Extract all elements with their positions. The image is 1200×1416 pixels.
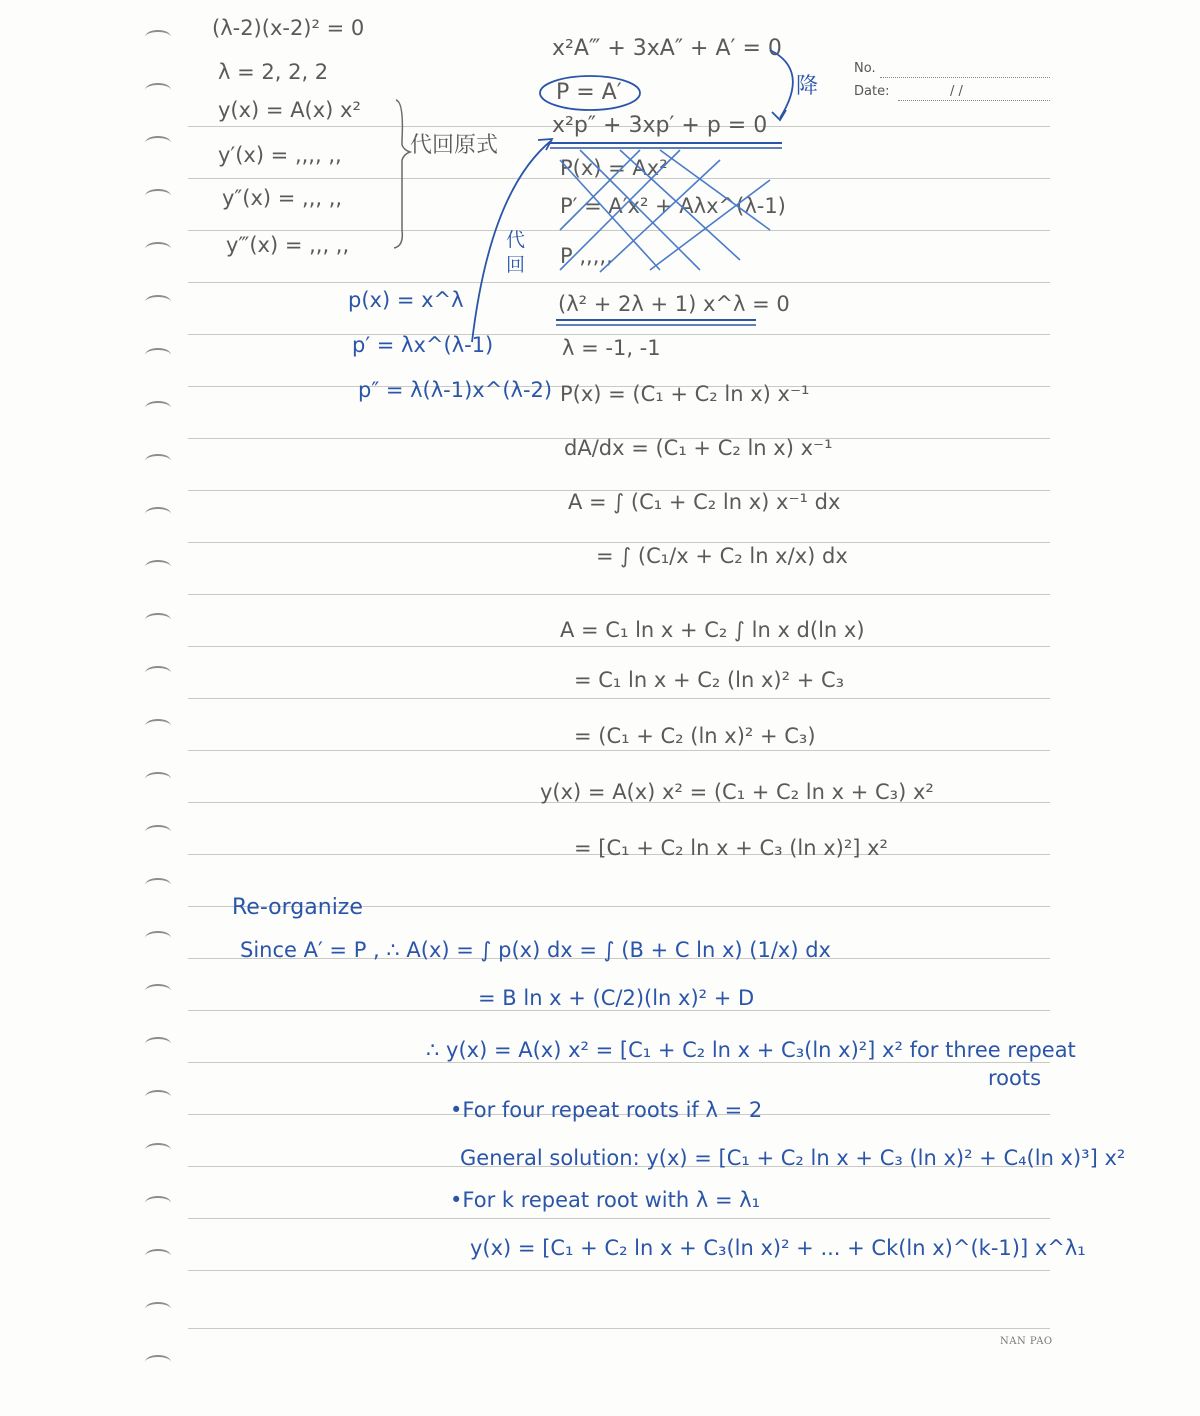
reorganize-line-3: ∴ y(x) = A(x) x² = [C₁ + C₂ ln x + C₃(ln x)²] x² for three repeat <box>426 1038 1076 1062</box>
trial-solution-y: y(x) = A(x) x² <box>218 98 361 122</box>
y-solution: y(x) = A(x) x² = (C₁ + C₂ ln x + C₃) x² <box>540 780 934 804</box>
A-integral: A = ∫ (C₁ + C₂ ln x) x⁻¹ dx <box>568 490 841 514</box>
A-result-3: = (C₁ + C₂ (ln x)² + C₃) <box>574 724 816 748</box>
reorganize-line-3-cont: roots <box>988 1066 1042 1090</box>
struck-line-3: P ,,,,, <box>560 244 613 268</box>
k-roots-note: •For k repeat root with λ = λ₁ <box>450 1188 761 1212</box>
dA-dx: dA/dx = (C₁ + C₂ ln x) x⁻¹ <box>564 436 833 460</box>
reorganize-line-1: Since A′ = P , ∴ A(x) = ∫ p(x) dx = ∫ (B + C ln x) (1/x) dx <box>240 938 831 962</box>
derivative-y2: y″(x) = ,,, ,, <box>222 186 343 210</box>
brand-mark: NAN PAO <box>1000 1336 1053 1347</box>
substitute-note: 代回原式 <box>410 133 499 158</box>
date-label: Date: <box>854 84 890 99</box>
trial-p: p(x) = x^λ <box>348 288 464 312</box>
A-result-1: A = C₁ ln x + C₂ ∫ ln x d(ln x) <box>560 618 865 642</box>
struck-line-1: P(x) = Ax² <box>560 156 668 180</box>
A-integral-split: = ∫ (C₁/x + C₂ ln x/x) dx <box>596 544 848 568</box>
A-result-2: = C₁ ln x + C₂ (ln x)² + C₃ <box>574 668 845 692</box>
y-solution-final: = [C₁ + C₂ ln x + C₃ (ln x)²] x² <box>574 836 888 860</box>
indicial-roots: λ = -1, -1 <box>562 336 661 360</box>
back-substitute-arrow <box>472 140 552 342</box>
back-substitute-note: 代回 <box>506 229 526 276</box>
reorganize-line-2: = B ln x + (C/2)(ln x)² + D <box>478 986 755 1010</box>
reduce-note: 降 <box>796 74 819 99</box>
right-brace <box>394 100 410 248</box>
indicial-equation: (λ² + 2λ + 1) x^λ = 0 <box>558 292 790 316</box>
date-separators: / / <box>950 84 963 99</box>
trial-p-prime: p′ = λx^(λ-1) <box>352 333 494 357</box>
third-order-equation: x²A‴ + 3xA″ + A′ = 0 <box>552 36 782 61</box>
no-label: No. <box>854 61 876 76</box>
characteristic-equation: (λ-2)(x-2)² = 0 <box>212 16 365 40</box>
p-solution: P(x) = (C₁ + C₂ ln x) x⁻¹ <box>560 382 810 406</box>
four-roots-note: •For four repeat roots if λ = 2 <box>450 1098 763 1122</box>
reduce-arrow <box>770 50 793 118</box>
derivative-y3: y‴(x) = ,,, ,, <box>226 233 350 257</box>
substitution-p: P = A′ <box>556 80 622 105</box>
derivative-y1: y′(x) = ,,,, ,, <box>218 143 342 167</box>
repeated-roots: λ = 2, 2, 2 <box>218 60 329 84</box>
strikethrough-hatch <box>560 150 770 272</box>
reorganize-title: Re-organize <box>232 895 363 920</box>
p-substitution-circle <box>540 76 640 110</box>
general-solution-k: y(x) = [C₁ + C₂ ln x + C₃(ln x)² + ... + Ck(ln x)^(k-1)] x^λ₁ <box>470 1236 1086 1260</box>
reduced-equation: x²p″ + 3xp′ + p = 0 <box>552 113 768 138</box>
struck-line-2: P′ = A′x² + Aλx^(λ-1) <box>560 194 786 218</box>
general-solution-four: General solution: y(x) = [C₁ + C₂ ln x + C₃ (ln x)² + C₄(ln x)³] x² <box>460 1146 1126 1170</box>
trial-p-double-prime: p″ = λ(λ-1)x^(λ-2) <box>358 378 553 402</box>
